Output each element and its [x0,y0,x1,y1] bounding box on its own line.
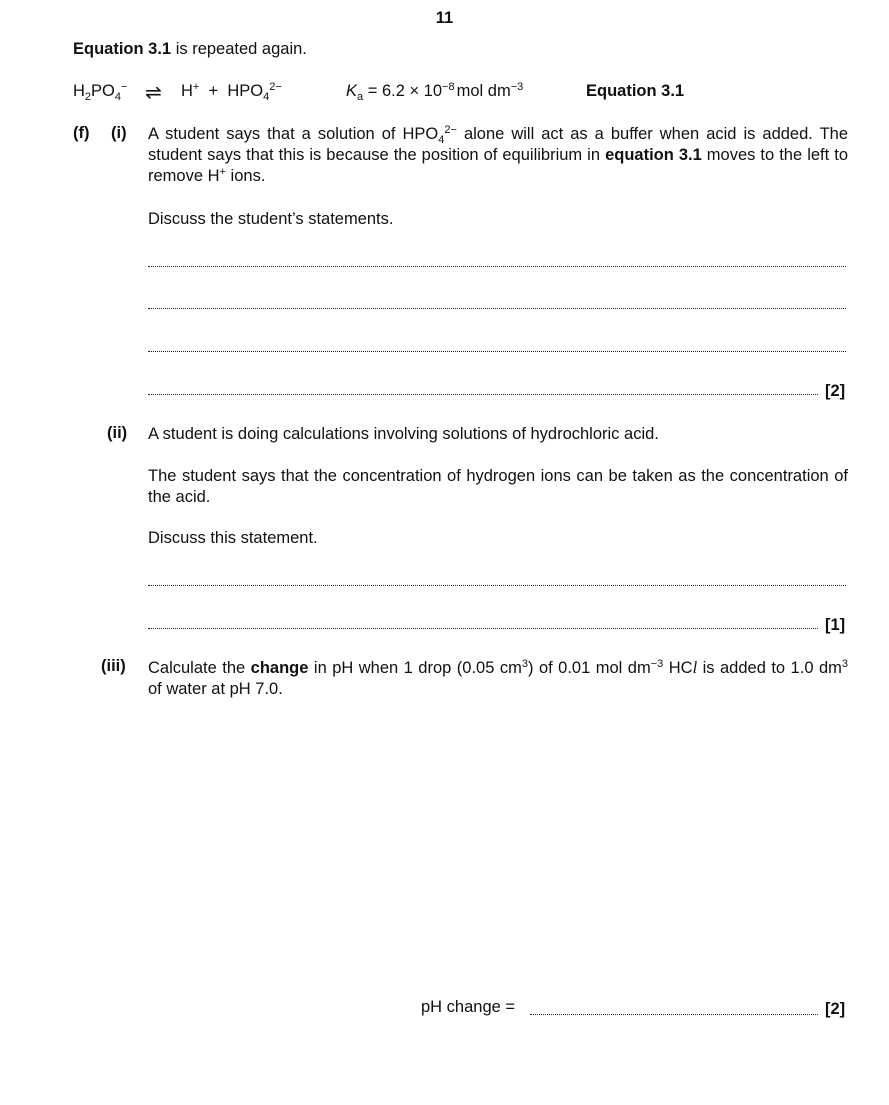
answer-line[interactable] [148,585,846,586]
answer-line[interactable] [148,266,846,267]
part-i-label: (i) [111,124,127,142]
intro-text: is repeated again. [171,40,307,58]
equation-left: $H_2PO_4^-$ [73,81,128,103]
answer-line[interactable] [148,628,818,629]
part-ii-label: (ii) [107,424,128,442]
part-iii-label: (iii) [101,657,126,675]
equation-label: Equation 3.1 [586,82,685,100]
equation-right: $H^+ + HPO_4^{2-}$ [181,81,282,103]
part-f-label: (f) [73,124,90,142]
ph-change-answer-line[interactable] [530,1014,818,1015]
part-ii-text2: The student says that the concentration of hydrogen ions can be taken as the concentration of the acid. [148,467,848,506]
page-number: 11 [435,9,454,27]
marks-label: [2] [825,382,846,400]
marks-label: [1] [825,616,846,634]
part-ii-prompt: Discuss this statement. [148,529,318,547]
intro-line [73,40,307,59]
part-i-text: A student says that a solution of $HPO_4^{2-}$ alone will act as a buffer when acid is added. The student says that this is because the position of equilibrium in equation 3.1 moves to the left to remove H+ ions. [148,124,848,185]
answer-line[interactable] [148,308,846,309]
marks-label: [2] [825,1000,846,1018]
intro-bold: Equation 3.1 [73,40,172,58]
part-i-prompt: Discuss the student’s statements. [148,210,394,228]
equilibrium-arrow: ⇌ [145,82,162,104]
answer-line[interactable] [148,394,818,395]
ph-change-label: pH change = [421,998,516,1016]
answer-line[interactable] [148,351,846,352]
part-ii-text1: A student is doing calculations involving solutions of hydrochloric acid. [148,425,659,443]
part-iii-text: Calculate the change in pH when 1 drop (0.05 $cm^3$) of 0.01 mol $dm^{-3}$ HCl is added to 1.0 $dm^3$ of water at pH 7.0. [148,658,849,698]
ka-expression: $K_a = 6.2 \times 10^{-8}$ mol $dm^{-3}$ [346,81,524,103]
